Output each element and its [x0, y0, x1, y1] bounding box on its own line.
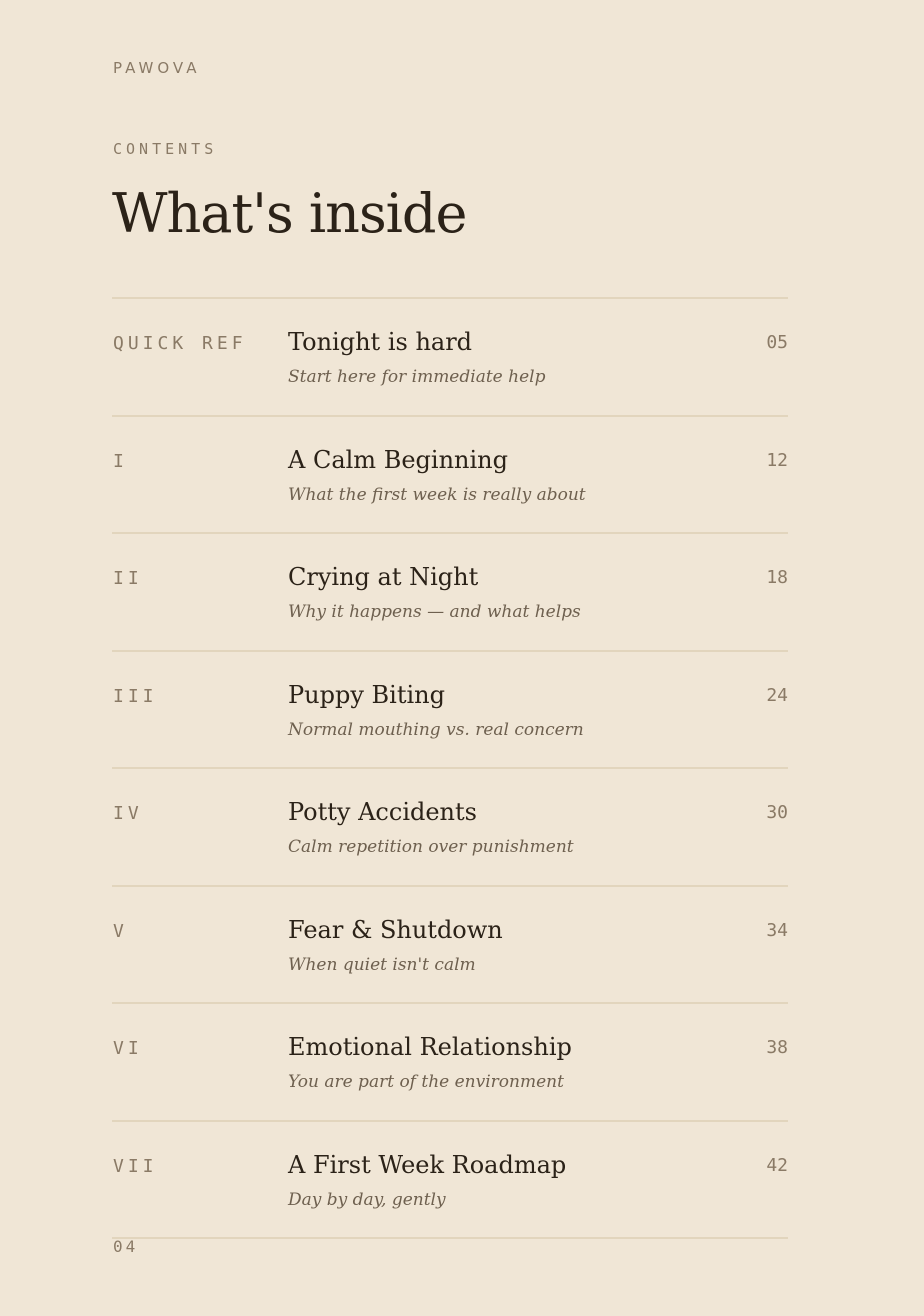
entry-subtitle: Start here for immediate help	[288, 367, 546, 387]
toc-entry-chapter-6[interactable]	[112, 1004, 788, 1122]
toc-entry-chapter-3[interactable]	[112, 652, 788, 770]
entry-page-number: 12	[766, 449, 788, 471]
brand-name: PAWOVA	[113, 59, 201, 77]
section-label: CONTENTS	[113, 140, 218, 158]
entry-subtitle: Calm repetition over punishment	[288, 837, 574, 857]
entry-page-number: 18	[766, 567, 788, 588]
toc-entry-chapter-7[interactable]	[112, 1122, 788, 1240]
entry-page-number: 38	[766, 1037, 788, 1058]
toc-entry-quick-ref[interactable]	[112, 299, 788, 417]
entry-title[interactable]: Puppy Biting	[288, 680, 445, 709]
entry-page-number: 30	[766, 802, 788, 823]
entry-page-number: 34	[766, 919, 788, 941]
entry-title[interactable]: A First Week Roadmap	[288, 1150, 567, 1179]
entry-number: QUICK REF	[113, 333, 247, 354]
entry-number: II	[113, 568, 143, 589]
entry-subtitle: You are part of the environment	[288, 1072, 564, 1092]
entry-title[interactable]: Tonight is hard	[288, 328, 473, 356]
entry-number: VI	[113, 1038, 143, 1059]
entry-title[interactable]: Fear & Shutdown	[288, 915, 503, 944]
entry-page-number: 42	[766, 1154, 788, 1176]
table-of-contents	[112, 297, 788, 1239]
entry-subtitle: Why it happens — and what helps	[288, 602, 581, 622]
entry-page-number: 24	[766, 684, 788, 706]
entry-number: IV	[113, 803, 143, 824]
toc-entry-chapter-1[interactable]	[112, 417, 788, 535]
page-folio-number: 04	[113, 1237, 139, 1256]
entry-title[interactable]: Crying at Night	[288, 563, 479, 591]
toc-entry-chapter-4[interactable]	[112, 769, 788, 887]
page-title: What's inside	[112, 182, 467, 245]
entry-number: I	[113, 450, 128, 472]
entry-title[interactable]: A Calm Beginning	[288, 445, 508, 474]
entry-subtitle: Day by day, gently	[288, 1189, 446, 1210]
entry-number: III	[113, 685, 158, 707]
entry-subtitle: What the first week is really about	[288, 484, 586, 505]
toc-entry-chapter-2[interactable]	[112, 534, 788, 652]
entry-subtitle: When quiet isn't calm	[288, 954, 476, 975]
entry-title[interactable]: Potty Accidents	[288, 798, 477, 826]
entry-title[interactable]: Emotional Relationship	[288, 1033, 572, 1061]
entry-page-number: 05	[766, 332, 788, 353]
entry-subtitle: Normal mouthing vs. real concern	[288, 719, 584, 740]
entry-number: VII	[113, 1155, 158, 1177]
entry-number: V	[113, 920, 128, 942]
toc-entry-chapter-5[interactable]	[112, 887, 788, 1005]
